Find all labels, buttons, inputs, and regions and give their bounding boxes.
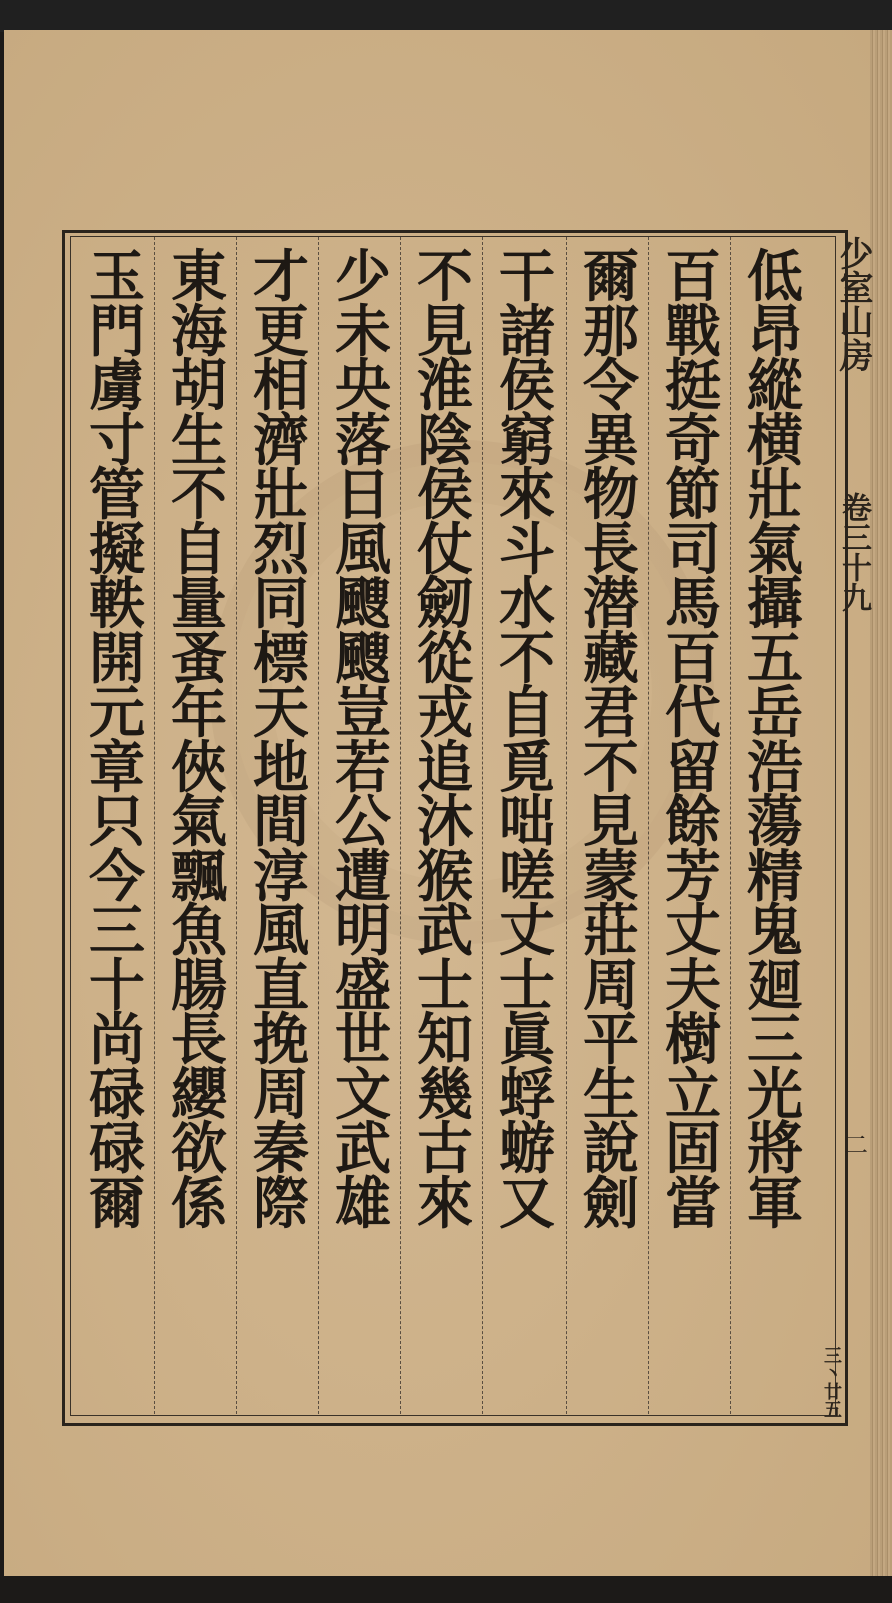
text-character: 纓 — [171, 1061, 227, 1128]
text-character: 夫 — [665, 952, 721, 1019]
text-character: 若 — [335, 734, 391, 801]
text-character: 來 — [499, 462, 555, 528]
text-column-1 — [740, 244, 810, 1237]
text-character: 芳 — [665, 843, 721, 910]
text-character: 侯 — [417, 462, 473, 528]
text-character: 未 — [335, 298, 391, 365]
text-character: 留 — [665, 734, 721, 801]
text-column-6 — [328, 244, 398, 1237]
text-character: 眞 — [499, 1007, 555, 1073]
text-character: 碌 — [89, 1116, 145, 1182]
text-character: 嗟 — [499, 843, 555, 910]
column-rule — [400, 237, 401, 1414]
text-character: 少 — [335, 244, 391, 310]
text-character: 自 — [171, 516, 227, 583]
scan-top-band — [0, 0, 892, 32]
text-column-2 — [658, 244, 728, 1237]
text-character: 干 — [499, 244, 555, 310]
text-character: 際 — [253, 1170, 309, 1237]
text-character: 標 — [253, 625, 309, 692]
text-character: 開 — [89, 625, 145, 692]
text-character: 軍 — [747, 1170, 803, 1237]
text-character: 窮 — [499, 407, 555, 474]
text-character: 君 — [583, 680, 639, 746]
text-column-4 — [492, 244, 562, 1237]
text-character: 俠 — [171, 734, 227, 801]
text-character: 說 — [583, 1116, 639, 1182]
text-character: 胡 — [171, 353, 227, 419]
text-character: 三 — [747, 1007, 803, 1073]
text-character: 代 — [665, 680, 721, 746]
text-character: 自 — [499, 680, 555, 746]
text-character: 壯 — [747, 462, 803, 528]
text-character: 司 — [665, 516, 721, 583]
text-character: 從 — [417, 625, 473, 692]
text-character: 昂 — [747, 298, 803, 365]
text-character: 異 — [583, 407, 639, 474]
text-character: 蝣 — [499, 1116, 555, 1182]
text-character: 蕩 — [747, 789, 803, 855]
text-character: 爾 — [89, 1170, 145, 1237]
text-character: 攝 — [747, 571, 803, 637]
text-character: 雄 — [335, 1170, 391, 1237]
text-character: 相 — [253, 353, 309, 419]
text-character: 戎 — [417, 680, 473, 746]
column-rule — [482, 237, 483, 1414]
text-character: 不 — [499, 625, 555, 692]
text-column-8 — [164, 244, 234, 1237]
text-character: 量 — [171, 571, 227, 637]
text-character: 莊 — [583, 898, 639, 964]
text-character: 擬 — [89, 516, 145, 583]
text-character: 覓 — [499, 734, 555, 801]
text-character: 樹 — [665, 1007, 721, 1073]
text-character: 蚤 — [171, 625, 227, 692]
column-rule — [236, 237, 237, 1414]
text-character: 光 — [747, 1061, 803, 1128]
margin-mark: 二 — [844, 1131, 868, 1159]
text-character: 才 — [253, 244, 309, 310]
text-character: 蒙 — [583, 843, 639, 910]
text-character: 盛 — [335, 952, 391, 1019]
text-character: 平 — [583, 1007, 639, 1073]
text-character: 立 — [665, 1061, 721, 1128]
text-character: 元 — [89, 680, 145, 746]
text-character: 遭 — [335, 843, 391, 910]
text-character: 魚 — [171, 898, 227, 964]
page-edge-stack — [870, 30, 892, 1576]
text-character: 只 — [89, 789, 145, 855]
text-character: 世 — [335, 1007, 391, 1073]
column-rule — [566, 237, 567, 1414]
text-character: 烈 — [253, 516, 309, 583]
text-character: 公 — [335, 789, 391, 855]
text-character: 侯 — [499, 353, 555, 419]
text-character: 颼 — [335, 571, 391, 637]
text-character: 腸 — [171, 952, 227, 1019]
text-character: 間 — [253, 789, 309, 855]
text-character: 那 — [583, 298, 639, 365]
text-character: 追 — [417, 734, 473, 801]
text-character: 海 — [171, 298, 227, 365]
column-rule — [154, 237, 155, 1414]
text-character: 斗 — [499, 516, 555, 583]
text-character: 門 — [89, 298, 145, 365]
text-character: 又 — [499, 1170, 555, 1237]
text-character: 不 — [171, 462, 227, 528]
text-character: 古 — [417, 1116, 473, 1182]
text-character: 直 — [253, 952, 309, 1019]
text-character: 藏 — [583, 625, 639, 692]
column-rule — [730, 237, 731, 1414]
text-character: 同 — [253, 571, 309, 637]
text-character: 鬼 — [747, 898, 803, 964]
text-character: 碌 — [89, 1061, 145, 1128]
text-character: 落 — [335, 407, 391, 474]
text-character: 物 — [583, 462, 639, 528]
text-character: 文 — [335, 1061, 391, 1128]
text-character: 係 — [171, 1170, 227, 1237]
text-character: 丈 — [499, 898, 555, 964]
text-character: 軼 — [89, 571, 145, 637]
text-character: 今 — [89, 843, 145, 910]
text-character: 諸 — [499, 298, 555, 365]
text-character: 長 — [583, 516, 639, 583]
text-character: 虜 — [89, 353, 145, 419]
text-character: 尚 — [89, 1007, 145, 1073]
text-character: 秦 — [253, 1116, 309, 1182]
text-character: 百 — [665, 625, 721, 692]
text-character: 更 — [253, 298, 309, 365]
text-character: 幾 — [417, 1061, 473, 1128]
text-character: 生 — [583, 1061, 639, 1128]
text-character: 周 — [253, 1061, 309, 1128]
column-rule — [318, 237, 319, 1414]
text-character: 浩 — [747, 734, 803, 801]
margin-book-title: 少室山房 — [833, 236, 873, 372]
text-character: 氣 — [171, 789, 227, 855]
text-column-7 — [246, 244, 316, 1237]
text-character: 風 — [253, 898, 309, 964]
text-character: 水 — [499, 571, 555, 637]
text-character: 豈 — [335, 680, 391, 746]
text-character: 管 — [89, 462, 145, 528]
text-character: 年 — [171, 680, 227, 746]
text-character: 淮 — [417, 353, 473, 419]
text-character: 風 — [335, 516, 391, 583]
margin-volume: 卷三十九 — [836, 492, 871, 612]
text-character: 地 — [253, 734, 309, 801]
text-character: 士 — [499, 952, 555, 1019]
margin-title — [833, 236, 873, 612]
text-character: 挽 — [253, 1007, 309, 1073]
text-character: 百 — [665, 244, 721, 310]
text-character: 爾 — [583, 244, 639, 310]
folio-number: 三丶廿五 — [821, 1346, 842, 1418]
text-character: 壯 — [253, 462, 309, 528]
text-character: 咄 — [499, 789, 555, 855]
text-character: 生 — [171, 407, 227, 474]
text-character: 東 — [171, 244, 227, 310]
text-character: 挺 — [665, 353, 721, 419]
text-character: 五 — [747, 625, 803, 692]
text-character: 日 — [335, 462, 391, 528]
text-character: 不 — [417, 244, 473, 310]
text-character: 令 — [583, 353, 639, 419]
text-character: 奇 — [665, 407, 721, 474]
text-character: 見 — [417, 298, 473, 365]
text-character: 央 — [335, 353, 391, 419]
text-character: 不 — [583, 734, 639, 801]
text-character: 見 — [583, 789, 639, 855]
text-character: 蜉 — [499, 1061, 555, 1128]
text-character: 縱 — [747, 353, 803, 419]
text-character: 氣 — [747, 516, 803, 583]
text-character: 周 — [583, 952, 639, 1019]
text-character: 章 — [89, 734, 145, 801]
text-character: 十 — [89, 952, 145, 1019]
text-character: 岳 — [747, 680, 803, 746]
text-character: 猴 — [417, 843, 473, 910]
text-character: 餘 — [665, 789, 721, 855]
text-column-9 — [82, 244, 152, 1237]
text-character: 劒 — [417, 571, 473, 637]
text-character: 劍 — [583, 1170, 639, 1237]
text-character: 淳 — [253, 843, 309, 910]
text-character: 飄 — [171, 843, 227, 910]
text-character: 濟 — [253, 407, 309, 474]
text-character: 士 — [417, 952, 473, 1019]
text-character: 廻 — [747, 952, 803, 1019]
text-character: 横 — [747, 407, 803, 474]
text-character: 戰 — [665, 298, 721, 365]
text-character: 長 — [171, 1007, 227, 1073]
text-character: 陰 — [417, 407, 473, 474]
text-character: 天 — [253, 680, 309, 746]
text-character: 仗 — [417, 516, 473, 583]
text-column-3 — [576, 244, 646, 1237]
text-character: 丈 — [665, 898, 721, 964]
text-column-5 — [410, 244, 480, 1237]
text-character: 寸 — [89, 407, 145, 474]
text-character: 潜 — [583, 571, 639, 637]
text-character: 當 — [665, 1170, 721, 1237]
text-character: 節 — [665, 462, 721, 528]
text-character: 武 — [417, 898, 473, 964]
text-character: 精 — [747, 843, 803, 910]
text-character: 颼 — [335, 625, 391, 692]
text-character: 低 — [747, 244, 803, 310]
text-character: 三 — [89, 898, 145, 964]
text-character: 玉 — [89, 244, 145, 310]
text-character: 馬 — [665, 571, 721, 637]
text-character: 明 — [335, 898, 391, 964]
text-character: 知 — [417, 1007, 473, 1073]
text-character: 將 — [747, 1116, 803, 1182]
text-character: 欲 — [171, 1116, 227, 1182]
text-character: 固 — [665, 1116, 721, 1182]
text-character: 來 — [417, 1170, 473, 1237]
column-rule — [648, 237, 649, 1414]
text-character: 沐 — [417, 789, 473, 855]
text-character: 武 — [335, 1116, 391, 1182]
